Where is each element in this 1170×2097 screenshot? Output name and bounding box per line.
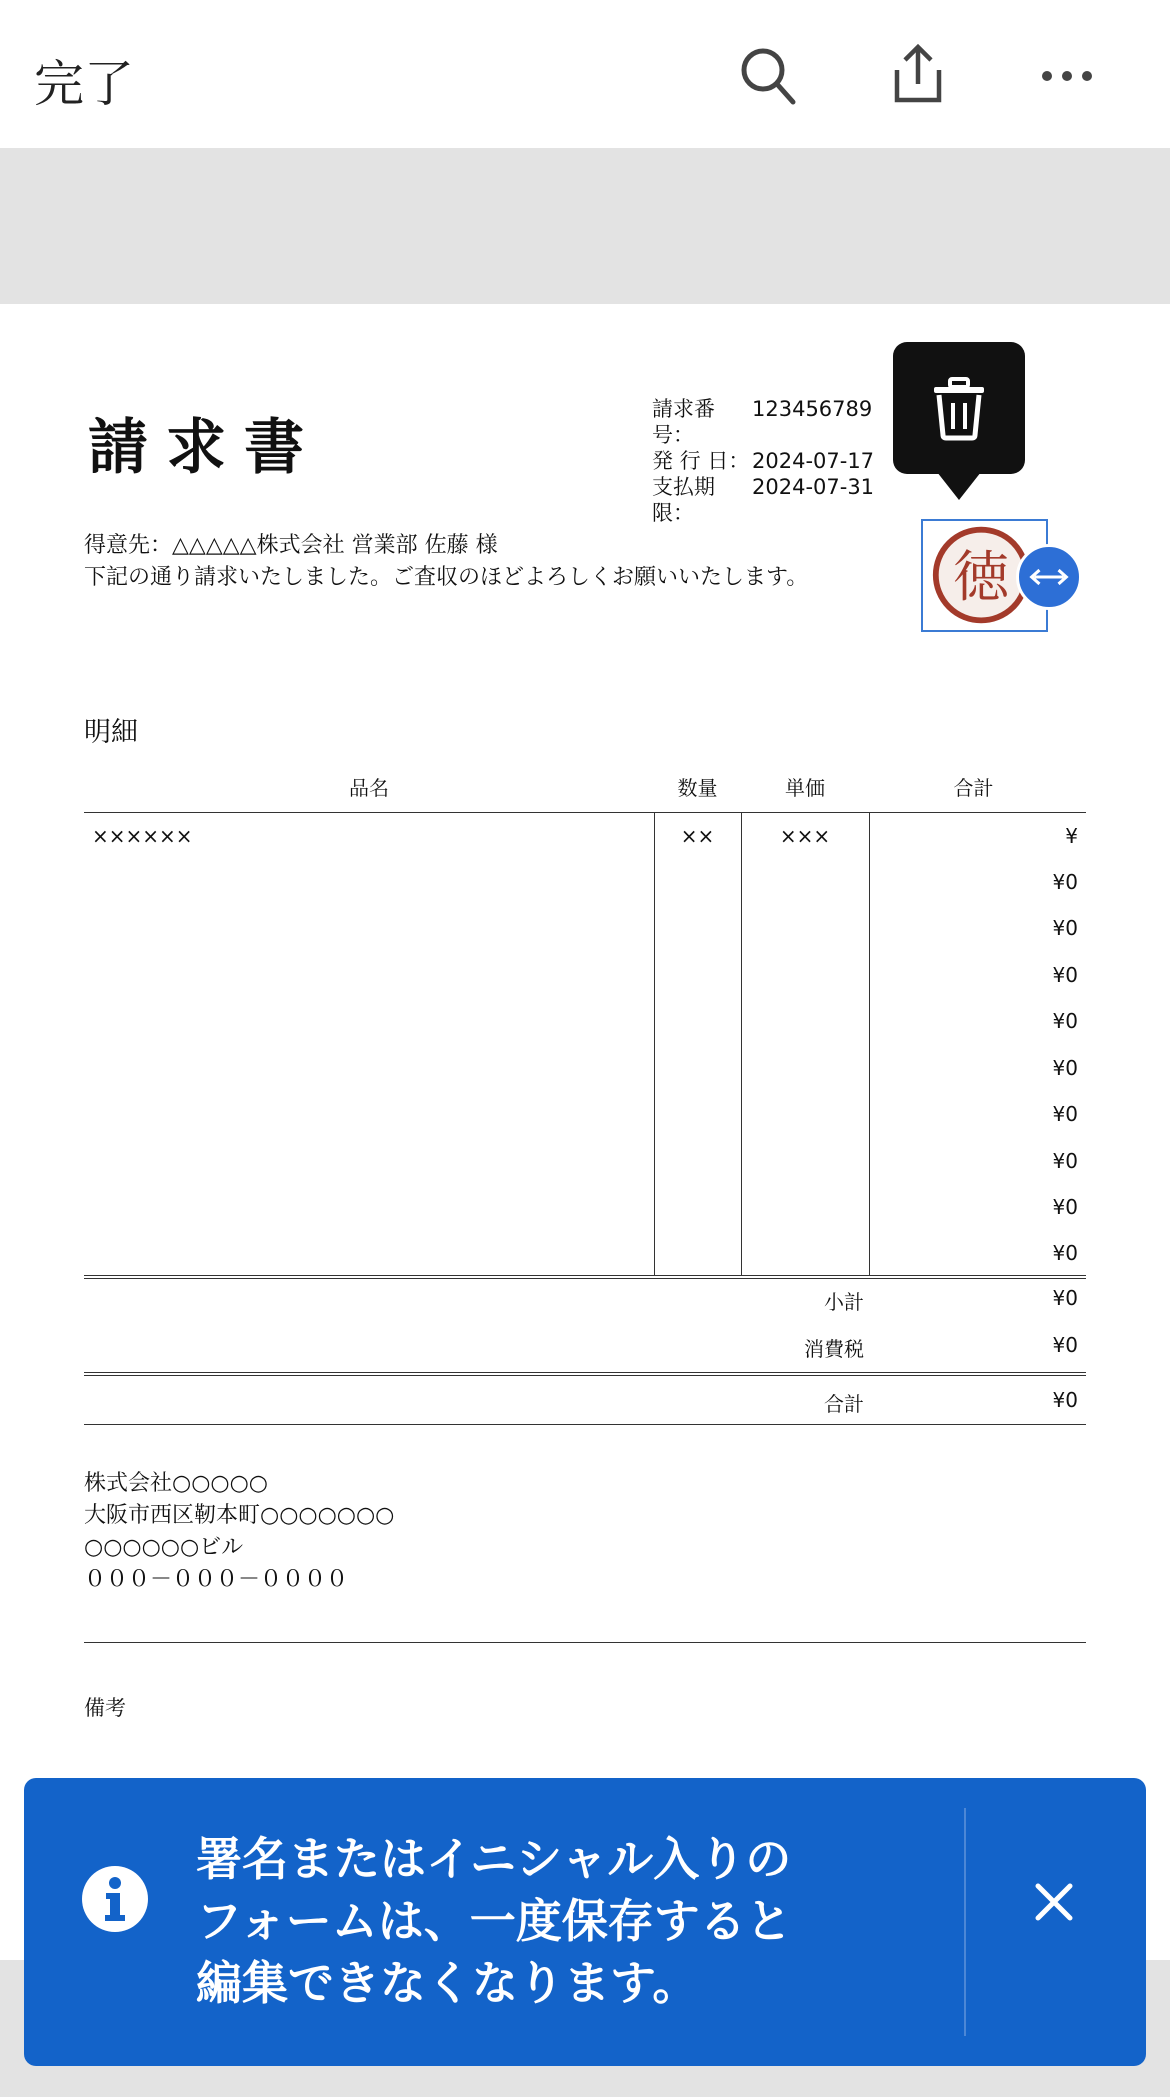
row-total: ¥0 — [869, 1184, 1086, 1231]
grand-total-value: ¥0 — [1052, 1388, 1078, 1412]
stamp-character: 徳 — [953, 545, 1010, 611]
table-row — [84, 859, 1086, 906]
item-price: ××× — [741, 812, 869, 859]
row-total: ¥0 — [869, 1091, 1086, 1138]
close-icon — [1030, 1878, 1078, 1926]
invoice-page — [0, 304, 1170, 1960]
tax-label: 消費税 — [804, 1337, 864, 1361]
tax-row — [84, 1321, 1086, 1367]
popover-arrow — [937, 472, 981, 500]
col-qty-header: 数量 — [654, 762, 741, 812]
customer-line: 得意先：△△△△△株式会社 営業部 佐藤 様 — [84, 533, 498, 558]
banner-divider — [964, 1808, 966, 2036]
close-banner-button[interactable] — [1030, 1878, 1078, 1926]
banner-message-line: フォームは、一度保存すると — [196, 1894, 792, 1948]
subtotal-value: ¥0 — [1052, 1286, 1078, 1310]
more-icon[interactable] — [1032, 40, 1102, 110]
invoice-meta — [652, 396, 874, 526]
col-price-header: 単価 — [741, 762, 869, 812]
issue-date-label: 発 行 日： — [652, 449, 750, 473]
trash-icon — [924, 373, 994, 443]
resize-handle[interactable] — [1016, 544, 1082, 610]
due-date-value: 2024-07-31 — [752, 475, 875, 499]
table-row — [84, 998, 1086, 1045]
info-icon — [82, 1866, 148, 1932]
remarks-divider — [84, 1642, 1086, 1643]
company-address1: 大阪市西区靭本町○○○○○○○ — [84, 1503, 395, 1528]
row-total: ¥0 — [869, 1138, 1086, 1185]
company-phone: ０００－０００－００００ — [84, 1567, 349, 1592]
table-row — [84, 1091, 1086, 1138]
row-total: ¥0 — [869, 952, 1086, 999]
subtotal-label: 小計 — [824, 1290, 864, 1314]
delete-button[interactable] — [893, 342, 1025, 474]
top-toolbar — [0, 0, 1170, 148]
table-row — [84, 812, 1086, 859]
banner-message — [196, 1828, 856, 2014]
tax-value: ¥0 — [1052, 1333, 1078, 1357]
invoice-number-value: 123456789 — [752, 397, 873, 421]
table-row — [84, 1045, 1086, 1092]
search-icon[interactable] — [733, 40, 803, 110]
issue-date-value: 2024-07-17 — [752, 449, 875, 473]
row-total: ¥0 — [869, 859, 1086, 906]
item-total: ¥ — [869, 812, 1086, 859]
company-name: 株式会社○○○○○ — [84, 1471, 268, 1496]
banner-message-line: 署名またはイニシャル入りの — [196, 1832, 792, 1886]
remarks-label: 備考 — [84, 1696, 126, 1720]
item-name: ×××××× — [92, 823, 193, 848]
row-total: ¥0 — [869, 998, 1086, 1045]
table-row — [84, 1184, 1086, 1231]
items-table — [84, 762, 1086, 1279]
table-row — [84, 952, 1086, 999]
company-block — [84, 1468, 394, 1596]
done-button[interactable]: 完了 — [34, 55, 134, 113]
company-address2: ○○○○○○ビル — [84, 1535, 244, 1560]
item-qty: ×× — [654, 812, 741, 859]
col-name-header: 品名 — [84, 762, 654, 812]
table-row — [84, 905, 1086, 952]
due-date-label: 支払期限： — [652, 475, 715, 525]
row-total: ¥0 — [869, 1231, 1086, 1278]
invoice-number-label: 請求番号： — [652, 397, 715, 447]
info-banner — [24, 1778, 1146, 2066]
grand-total-row — [84, 1376, 1086, 1422]
message-line: 下記の通り請求いたしました。ご査収のほどよろしくお願いいたします。 — [84, 565, 809, 590]
viewer-background — [0, 148, 1170, 304]
grand-total-label: 合計 — [824, 1392, 864, 1416]
table-row — [84, 1231, 1086, 1278]
row-total: ¥0 — [869, 905, 1086, 952]
share-icon[interactable] — [883, 40, 953, 110]
resize-arrows-icon — [1027, 564, 1071, 590]
table-header — [84, 762, 1086, 812]
row-total: ¥0 — [869, 1045, 1086, 1092]
col-total-header: 合計 — [869, 762, 1086, 812]
details-heading: 明細 — [84, 717, 138, 748]
table-row — [84, 1138, 1086, 1185]
page-title: 請求書 — [88, 413, 322, 483]
grand-total-divider — [84, 1424, 1086, 1425]
subtotal-row — [84, 1274, 1086, 1320]
customer-block — [84, 530, 808, 594]
banner-message-line: 編集できなくなります。 — [196, 1956, 699, 2010]
